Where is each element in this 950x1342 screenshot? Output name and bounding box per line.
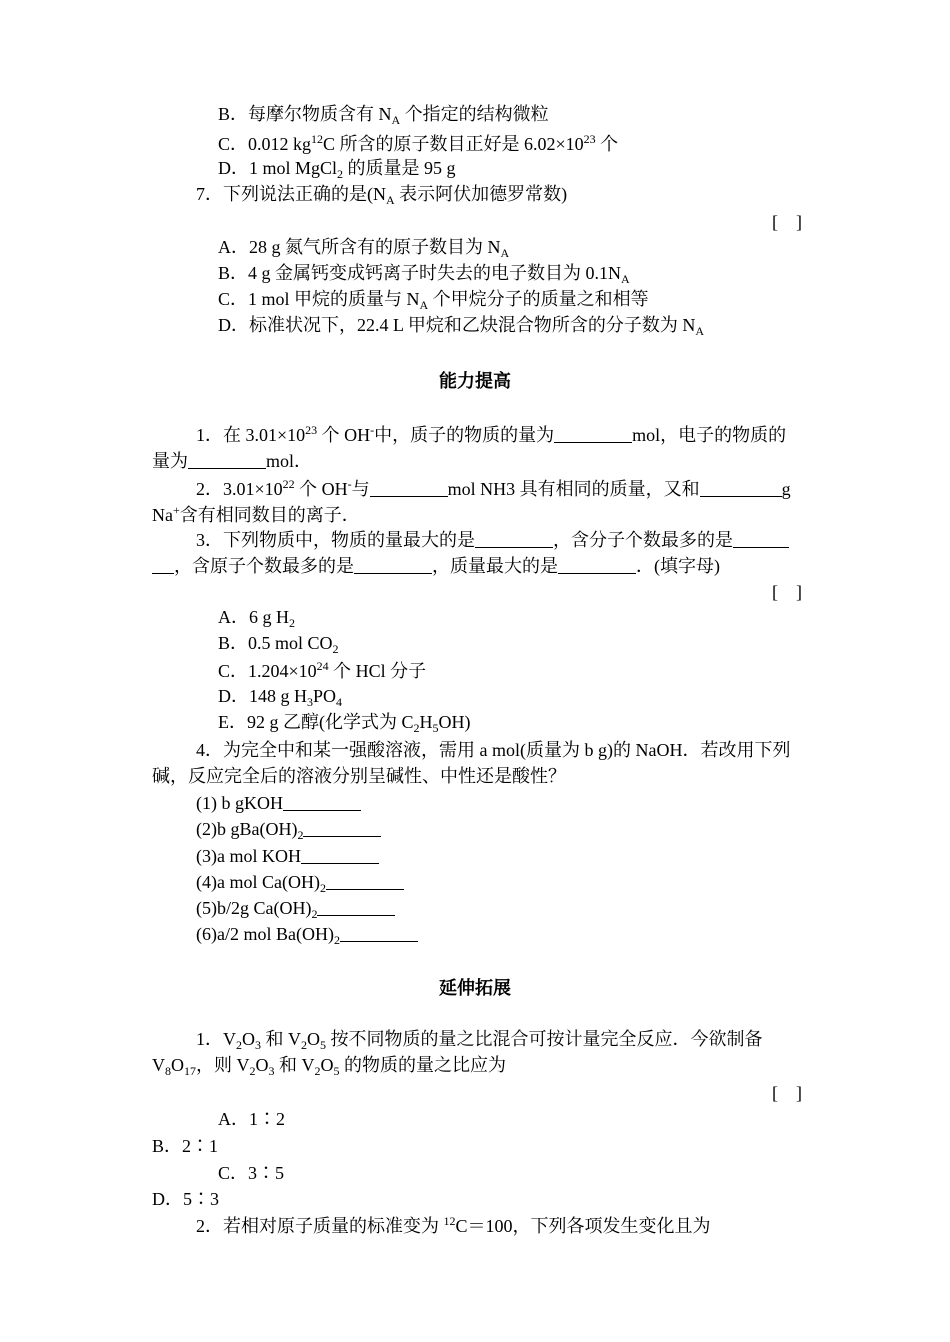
answer-blank[interactable] bbox=[152, 557, 174, 574]
s2-q1-line2: 量为 mol． bbox=[152, 451, 313, 471]
answer-blank[interactable] bbox=[326, 873, 404, 890]
answer-blank[interactable] bbox=[370, 480, 448, 497]
answer-blank[interactable] bbox=[700, 480, 782, 497]
s2-q2-line2: Na+含有相同数目的离子． bbox=[152, 503, 360, 525]
s3-q1-answer-bracket: [ ] bbox=[772, 1083, 802, 1103]
answer-blank[interactable] bbox=[558, 557, 636, 574]
s2-q4-line2: 碱，反应完全后的溶液分别呈碱性、中性还是酸性？ bbox=[152, 766, 566, 786]
answer-blank[interactable] bbox=[283, 794, 361, 811]
q7-option-b: B．4 g 金属钙变成钙离子时失去的电子数目为 $0.1N_A$ bbox=[218, 263, 630, 286]
s2-q3-line2: ，含原子个数最多的是 ，质量最大的是 ．(填字母) bbox=[152, 555, 720, 577]
q6-option-c: C．0.012 $kg^{12}C$ 所含的原子数目正好是 $6.02\times 10^{23}$ 个 bbox=[218, 132, 619, 154]
section-title-extension: 延伸拓展 bbox=[439, 978, 511, 998]
s3-q1-option-a: A．1∶2 bbox=[218, 1109, 285, 1129]
answer-blank[interactable] bbox=[354, 557, 432, 574]
q6-option-b: B．每摩尔物质含有 $N_A$ 个指定的结构微粒 bbox=[218, 104, 549, 127]
section-title-ability: 能力提高 bbox=[439, 371, 511, 391]
s2-q4-item-2: (2)b $gBa(OH)_2$ bbox=[196, 818, 381, 840]
s2-q3-option-e: E．92 g 乙醇(化学式为 $C_2H_5OH$) bbox=[218, 712, 471, 735]
s2-q3-option-c: C．$1.204\times 10^{24}$ 个 HCl 分子 bbox=[218, 659, 427, 681]
s2-q3-option-d: D．148 g $H_3PO_4$ bbox=[218, 686, 343, 709]
s3-q1-option-d: D．5∶3 bbox=[152, 1189, 219, 1209]
s2-q3-line1: 3．下列物质中，物质的量最大的是 ，含分子个数最多的是 bbox=[196, 529, 789, 551]
s3-q2-line1: 2．若相对原子质量的标准变为 $^{12}$C＝100，下列各项发生变化且为 bbox=[196, 1214, 711, 1236]
s2-q2-line1: 2．$3.01\times 10^{22}$ 个 OH-与 mol NH3 具有相同的质量，又和 g bbox=[196, 477, 791, 499]
q7-option-d: D．标准状况下，22.4 L 甲烷和乙炔混合物所含的分子数为 $N_A$ bbox=[218, 315, 704, 338]
q7-stem: 7．下列说法正确的是($N_A$ 表示阿伏加德罗常数) bbox=[196, 184, 568, 207]
q7-option-c: C．1 mol 甲烷的质量与 $N_A$ 个甲烷分子的质量之和相等 bbox=[218, 289, 649, 312]
answer-blank[interactable] bbox=[475, 531, 553, 548]
s2-q4-line1: 4．为完全中和某一强酸溶液，需用 a mol(质量为 b g)的 NaOH．若改用下列 bbox=[196, 740, 791, 760]
s2-q3-option-a: A．6 g $H_2$ bbox=[218, 607, 295, 630]
s3-q1-line1: 1．$V_2O_3$ 和 $V_2O_5$ 按不同物质的量之比混合可按计量完全反应．今欲制备 bbox=[196, 1029, 763, 1052]
s2-q3-option-b: B．0.5 mol $CO_2$ bbox=[218, 633, 339, 656]
answer-blank[interactable] bbox=[554, 426, 632, 443]
q6-option-d: D．1 mol MgCl$_2$ 的质量是 95 g bbox=[218, 158, 456, 181]
s2-q4-item-6: (6)a/2 mol $Ba(OH)_2$ bbox=[196, 923, 418, 945]
answer-blank[interactable] bbox=[301, 847, 379, 864]
s2-q4-item-1: (1) b gKOH bbox=[196, 792, 361, 814]
s2-q4-item-3: (3)a mol KOH bbox=[196, 845, 379, 867]
s2-q4-item-4: (4)a mol $Ca(OH)_2$ bbox=[196, 871, 404, 893]
answer-blank[interactable] bbox=[733, 531, 789, 548]
s3-q1-option-c: C．3∶5 bbox=[218, 1163, 285, 1183]
answer-blank[interactable] bbox=[188, 452, 266, 469]
s2-q1-line1: 1．在 $3.01\times 10^{23}$ 个 OH-中，质子的物质的量为 mol，电子的物质的 bbox=[196, 423, 787, 445]
answer-blank[interactable] bbox=[340, 925, 418, 942]
answer-blank[interactable] bbox=[303, 820, 381, 837]
s2-q3-answer-bracket: [ ] bbox=[772, 582, 802, 602]
s2-q4-item-5: (5)b/2g $Ca(OH)_2$ bbox=[196, 897, 395, 919]
q7-answer-bracket: [ ] bbox=[772, 212, 802, 232]
q7-option-a: A．28 g 氮气所含有的原子数目为 $N_A$ bbox=[218, 237, 510, 260]
s3-q1-option-b: B．2∶1 bbox=[152, 1136, 219, 1156]
answer-blank[interactable] bbox=[317, 899, 395, 916]
s3-q1-line2: $V_8O_{17}$，则 $V_2O_3$ 和 $V_2O_5$ 的物质的量之比应为 bbox=[152, 1055, 506, 1078]
